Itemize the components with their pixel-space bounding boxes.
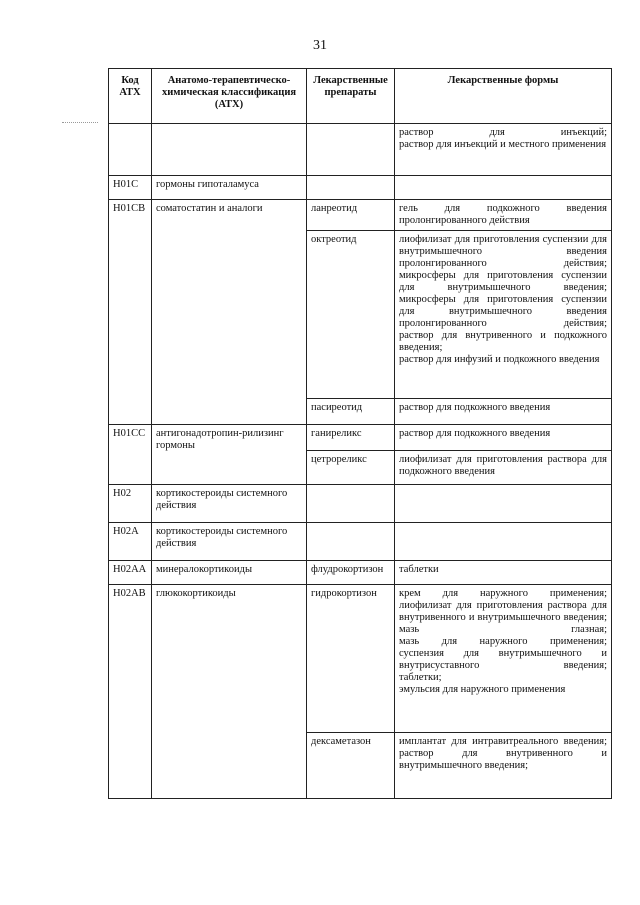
cell-code: H02AB	[109, 585, 152, 799]
margin-mark	[62, 122, 98, 124]
dosage-form-item: раствор для инфузий и подкожного введения	[399, 354, 600, 365]
cell-drug: цетрореликс	[307, 451, 395, 485]
table-row	[109, 485, 612, 523]
cell-drug: пасиреотид	[307, 399, 395, 425]
cell-code: H02A	[109, 523, 152, 561]
cell-forms	[395, 485, 612, 523]
dosage-form-item: эмульсия для наружного применения	[399, 684, 566, 695]
cell-classification: глюкокортикоиды	[152, 585, 307, 799]
dosage-form-item: раствор для подкожного введения	[399, 428, 551, 439]
cell-drug: гидрокортизон	[307, 585, 395, 733]
cell-classification: минералокортикоиды	[152, 561, 307, 585]
cell-forms	[395, 523, 612, 561]
dosage-form-item: лиофилизат для приготовления раствора для подкожного введения	[399, 454, 607, 477]
cell-code: H02AA	[109, 561, 152, 585]
cell-drug: октреотид	[307, 231, 395, 399]
header-code: Код АТХ	[109, 69, 152, 124]
dosage-form-item: раствор для инъекций и местного применения	[399, 139, 607, 150]
dosage-form-item: суспензия для внутримышечного и внутрисуставного введения;	[399, 648, 607, 671]
cell-drug	[307, 176, 395, 200]
header-forms: Лекарственные формы	[395, 69, 612, 124]
page-number: 31	[313, 38, 327, 53]
dosage-form-item: гель для подкожного введения пролонгированного действия	[399, 203, 607, 226]
dosage-form-item: лиофилизат для приготовления раствора для внутривенного и внутримышечного введения;	[399, 600, 607, 623]
cell-code: H01CB	[109, 200, 152, 425]
table-body	[109, 124, 612, 799]
dosage-form-item: раствор для внутривенного и внутримышечного введения;	[399, 748, 607, 771]
cell-drug: дексаметазон	[307, 733, 395, 799]
dosage-form-item: крем для наружного применения;	[399, 588, 607, 599]
cell-classification: кортикостероиды системного действия	[152, 523, 307, 561]
cell-forms	[395, 399, 612, 425]
table-row	[109, 425, 612, 451]
header-classification: Анатомо-терапевтическо-химическая классификация (АТХ)	[152, 69, 307, 124]
dosage-form-item: раствор для внутривенного и подкожного введения;	[399, 330, 607, 353]
cell-classification: гормоны гипоталамуса	[152, 176, 307, 200]
atc-table	[108, 68, 612, 799]
dosage-form-item: раствор для инъекций;	[399, 127, 607, 138]
dosage-form-item: таблетки;	[399, 672, 442, 683]
dosage-form-item: раствор для подкожного введения	[399, 402, 551, 413]
cell-drug: ланреотид	[307, 200, 395, 231]
cell-drug	[307, 523, 395, 561]
table-row	[109, 561, 612, 585]
cell-forms	[395, 733, 612, 799]
table-row	[109, 585, 612, 733]
cell-forms	[395, 585, 612, 733]
cell-code: H01CC	[109, 425, 152, 485]
cell-classification	[152, 124, 307, 176]
dosage-form-item: микросферы для приготовления суспензии для внутримышечного введения;	[399, 270, 607, 293]
cell-drug	[307, 485, 395, 523]
dosage-form-item: мазь для наружного применения;	[399, 636, 607, 647]
table-row	[109, 523, 612, 561]
cell-classification: кортикостероиды системного действия	[152, 485, 307, 523]
dosage-form-item: таблетки	[399, 564, 439, 575]
cell-forms	[395, 176, 612, 200]
table-row	[109, 200, 612, 231]
table-row	[109, 176, 612, 200]
cell-forms	[395, 124, 612, 176]
cell-forms	[395, 425, 612, 451]
dosage-form-item: микросферы для приготовления суспензии для внутримышечного введения пролонгированного действия;	[399, 294, 607, 329]
cell-forms	[395, 231, 612, 399]
cell-forms	[395, 451, 612, 485]
cell-code	[109, 124, 152, 176]
cell-drug: ганиреликс	[307, 425, 395, 451]
cell-classification: антигонадотропин-рилизинг гормоны	[152, 425, 307, 485]
header-drugs: Лекарственные препараты	[307, 69, 395, 124]
cell-code: H02	[109, 485, 152, 523]
cell-code: H01C	[109, 176, 152, 200]
cell-drug	[307, 124, 395, 176]
dosage-form-item: лиофилизат для приготовления суспензии для внутримышечного введения пролонгированного действия;	[399, 234, 607, 269]
table-header-row	[109, 69, 612, 124]
atc-table-container	[108, 68, 611, 799]
cell-classification: соматостатин и аналоги	[152, 200, 307, 425]
cell-drug: флудрокортизон	[307, 561, 395, 585]
table-row	[109, 124, 612, 176]
dosage-form-item: имплантат для интравитреального введения;	[399, 736, 607, 747]
cell-forms	[395, 200, 612, 231]
dosage-form-item: мазь глазная;	[399, 624, 607, 635]
cell-forms	[395, 561, 612, 585]
